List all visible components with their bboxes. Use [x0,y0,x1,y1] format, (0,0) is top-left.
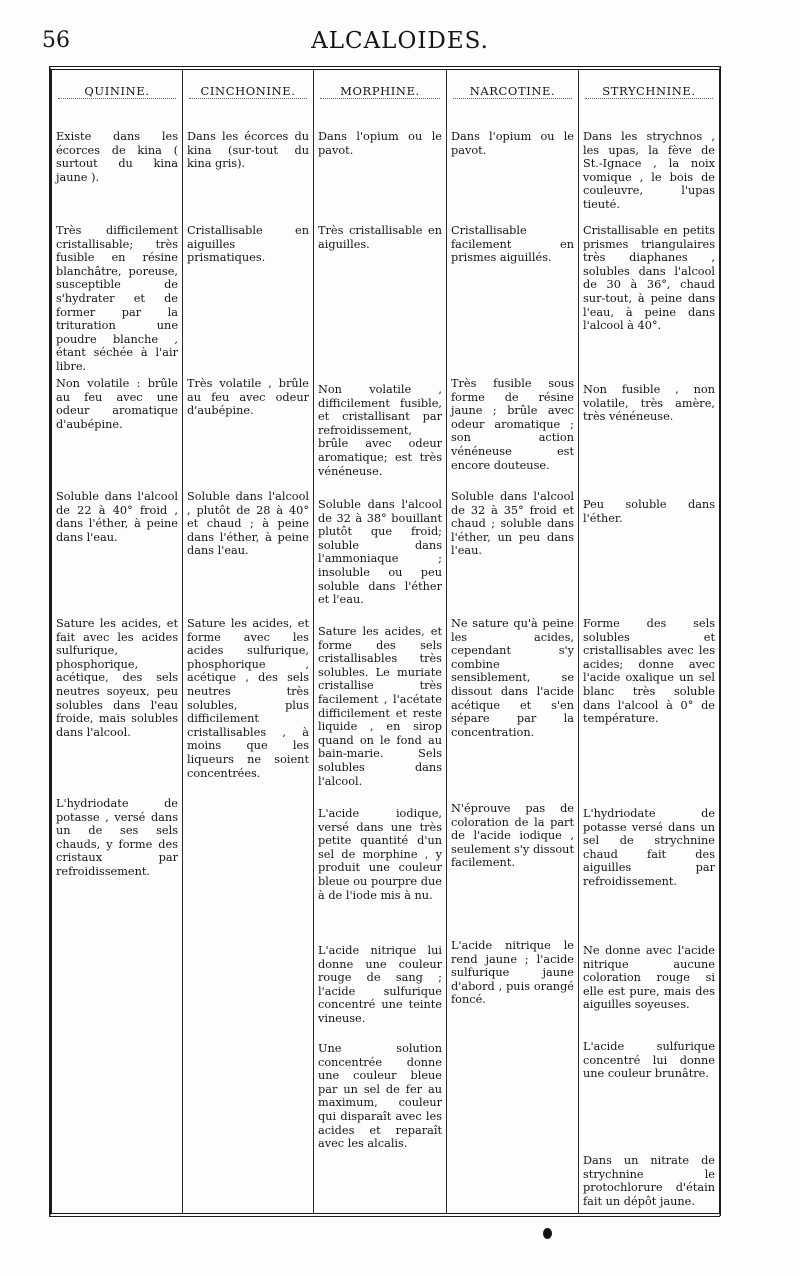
table-cell: Soluble dans l'alcool de 22 à 40° froid , dans l'éther, à peine dans l'eau. [56,490,178,544]
column-cinchonine [183,70,314,1213]
heading-rule [453,98,572,99]
heading-rule [585,98,713,99]
column-heading: CINCHONINE. [200,84,296,98]
column-narcotine [447,70,579,1213]
table-cell: Sature les acides, et fait avec les acides sulfurique, phosphorique, acétique, des sels neutres soyeux, peu solubles dans l'eau froide, mais solubles dans l'alcool. [56,617,178,739]
table-cell: Dans un nitrate de strychnine le protochlorure d'étain fait un dépôt jaune. [583,1154,715,1208]
heading-rule [58,98,176,99]
heading-rule [320,98,440,99]
table-cell: Peu soluble dans l'éther. [583,498,715,525]
table-cell: Soluble dans l'alcool de 32 à 35° froid et chaud ; soluble dans l'éther, un peu dans l'eau. [451,490,574,558]
outer-margin-rule [720,66,733,1216]
table-cell: Cristallisable en aiguilles prismatiques. [187,224,309,265]
table-cell: Très volatile , brûle au feu avec odeur d'aubépine. [187,377,309,418]
table-cell: Une solution concentrée donne une couleur bleue par un sel de fer au maximum, couleur qui disparaît avec les acides et reparaît avec les alcalis. [318,1042,442,1151]
table-cell: Non volatile : brûle au feu avec une odeur aromatique d'aubépine. [56,377,178,431]
column-heading: STRYCHNINE. [602,84,696,98]
table-cell: L'hydriodate de potasse versé dans un sel de strychnine chaud fait des aiguilles par refroidissement. [583,807,715,888]
table-cell: N'éprouve pas de coloration de la part de l'acide iodique , seulement s'y dissout facilement. [451,802,574,870]
page-number: 56 [42,28,70,53]
table-cell: Très fusible sous forme de résine jaune ; brûle avec odeur aromatique ; son action vénéneuse est encore douteuse. [451,377,574,472]
table-cell: Dans les écorces du kina (sur-tout du kina gris). [187,130,309,171]
table-cell: Existe dans les écorces de kina ( surtout du kina jaune ). [56,130,178,184]
page-header [0,28,800,62]
table-cell: Dans l'opium ou le pavot. [451,130,574,157]
table-cell: Soluble dans l'alcool de 32 à 38° bouillant plutôt que froid; soluble dans l'ammoniaque ; insoluble ou peu soluble dans l'éther et l'eau. [318,498,442,607]
table-cell: Forme des sels solubles et cristallisables avec les acides; donne avec l'acide oxalique un sel blanc très soluble dans l'alcool à 0° de température. [583,617,715,726]
table-cell: Très difficilement cristallisable; très fusible en résine blanchâtre, poreuse, susceptible de s'hydrater et de former par la trituration une poudre blanche , étant séchée à l'air libre. [56,224,178,373]
column-quinine [52,70,183,1213]
table-cell: Ne sature qu'à peine les acides, cependant s'y combine sensiblement, se dissout dans l'acide acétique et s'en sépare par la concentration. [451,617,574,739]
alkaloid-comparison-table [49,66,720,1217]
ink-blot-mark [543,1228,552,1239]
column-heading: QUININE. [84,84,150,98]
table-cell: L'acide sulfurique concentré lui donne une couleur brunâtre. [583,1040,715,1081]
heading-rule [189,98,307,99]
column-heading: NARCOTINE. [469,84,556,98]
table-cell: L'acide nitrique lui donne une couleur rouge de sang ; l'acide sulfurique concentré une teinte vineuse. [318,944,442,1025]
running-title: ALCALOIDES. [311,28,489,54]
table-cell: Sature les acides, et forme des sels cristallisables très solubles. Le muriate cristallise très facilement , l'acétate difficilement et reste liquide , en sirop quand on le fond au bain-marie. Sels solubles dans l'alcool. [318,625,442,788]
table-cell: Ne donne avec l'acide nitrique aucune coloration rouge si elle est pure, mais des aiguilles soyeuses. [583,944,715,1012]
table-cell: Cristallisable facilement en prismes aiguillés. [451,224,574,265]
table-cell: Soluble dans l'alcool , plutôt de 28 à 40° et chaud ; à peine dans l'éther, à peine dans l'eau. [187,490,309,558]
table-cell: Dans les strychnos , les upas, la fève de St.-Ignace , la noix vomique , le bois de couleuvre, l'upas tieuté. [583,130,715,211]
column-strychnine [579,70,719,1213]
table-cell: Très cristallisable en aiguilles. [318,224,442,251]
table-cell: Dans l'opium ou le pavot. [318,130,442,157]
table-cell: L'acide nitrique le rend jaune ; l'acide sulfurique jaune d'abord , puis orangé foncé. [451,939,574,1007]
table-cell: Non volatile , difficilement fusible, et cristallisant par refroidissement, brûle avec odeur aromatique; est très vénéneuse. [318,383,442,478]
table-cell: Sature les acides, et forme avec les acides sulfurique, phosphorique , acétique , des sels neutres très solubles, plus difficilement cristallisables , à moins que les liqueurs ne soient concentrées. [187,617,309,780]
column-heading: MORPHINE. [340,84,420,98]
table-cell: L'hydriodate de potasse , versé dans un de ses sels chauds, y forme des cristaux par refroidissement. [56,797,178,878]
table-cell: Non fusible , non volatile, très amère, très vénéneuse. [583,383,715,424]
table-cell: L'acide iodique, versé dans une très petite quantité d'un sel de morphine , y produit une couleur bleue ou pourpre due à de l'iode mis à nu. [318,807,442,902]
column-morphine [314,70,447,1213]
table-cell: Cristallisable en petits prismes triangulaires très diaphanes , solubles dans l'alcool de 30 à 36°, chaud sur-tout, à peine dans l'eau, à peine dans l'alcool à 40°. [583,224,715,333]
